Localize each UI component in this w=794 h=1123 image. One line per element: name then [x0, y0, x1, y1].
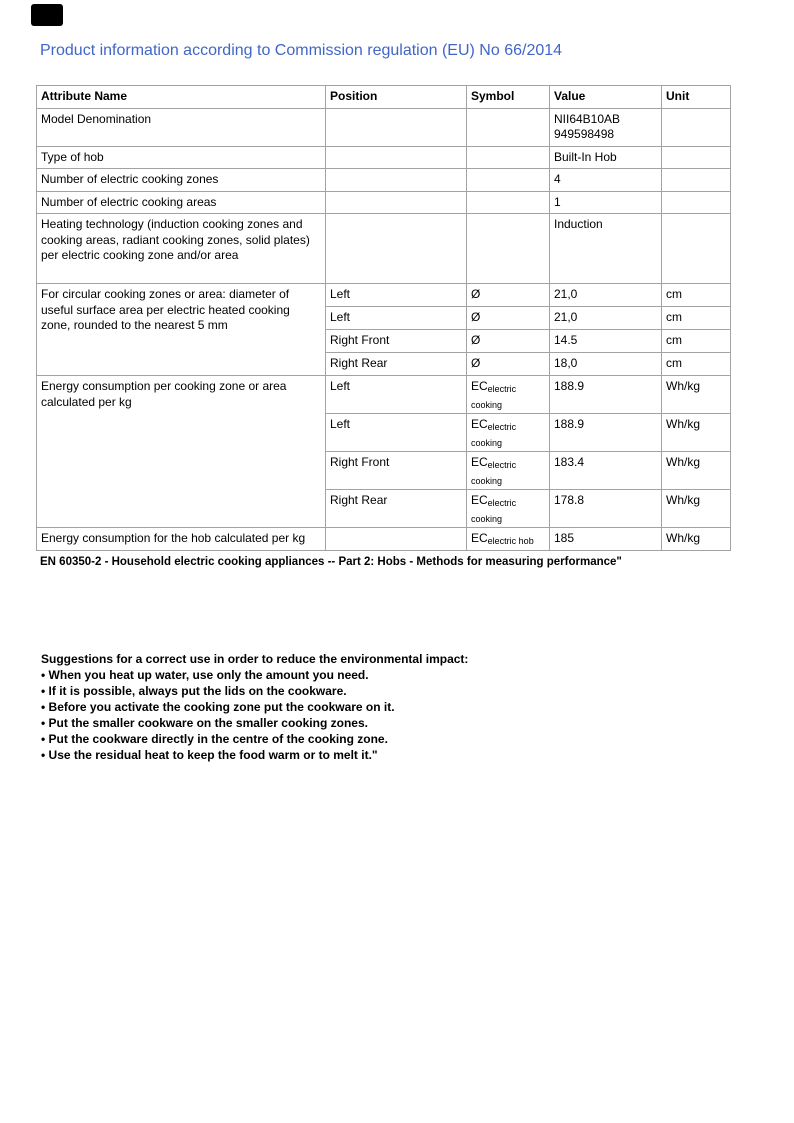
- symbol-cell: Ø: [467, 284, 550, 307]
- table-row-model-denomination: [37, 108, 731, 146]
- value-cell: 21,0: [550, 284, 662, 307]
- unit-cell: [662, 191, 731, 214]
- unit-cell: [662, 214, 731, 284]
- attribute-cell: Heating technology (induction cooking zones and cooking areas, radiant cooking zones, solid plates) per electric cooking zone and/or area: [37, 214, 326, 284]
- position-cell: [326, 169, 467, 192]
- symbol-cell: [467, 376, 550, 414]
- symbol-cell: [467, 414, 550, 452]
- position-cell: Left: [326, 284, 467, 307]
- unit-cell: Wh/kg: [662, 528, 731, 551]
- value-cell: 21,0: [550, 307, 662, 330]
- unit-cell: cm: [662, 307, 731, 330]
- value-cell: 178.8: [550, 490, 662, 528]
- product-info-table: [36, 85, 731, 551]
- value-cell: 188.9: [550, 376, 662, 414]
- value-cell: 18,0: [550, 353, 662, 376]
- symbol-subscript: electric cooking: [471, 460, 517, 486]
- standard-reference-note: EN 60350-2 - Household electric cooking appliances -- Part 2: Hobs - Methods for measuring performance": [40, 556, 622, 568]
- suggestion-item: • Before you activate the cooking zone put the cookware on it.: [41, 700, 395, 714]
- symbol-ec: EC: [471, 417, 488, 431]
- unit-cell: Wh/kg: [662, 452, 731, 490]
- symbol-cell: [467, 528, 550, 551]
- symbol-cell: [467, 169, 550, 192]
- table-row-diameter-left-1: [37, 284, 731, 307]
- unit-cell: cm: [662, 284, 731, 307]
- symbol-cell: [467, 108, 550, 146]
- unit-cell: Wh/kg: [662, 490, 731, 528]
- suggestion-item: • If it is possible, always put the lids on the cookware.: [41, 684, 347, 698]
- position-cell: Left: [326, 414, 467, 452]
- unit-cell: cm: [662, 330, 731, 353]
- value-cell: 188.9: [550, 414, 662, 452]
- symbol-subscript: electric cooking: [471, 384, 517, 410]
- table-row-cooking-zones: [37, 169, 731, 192]
- symbol-subscript: electric cooking: [471, 422, 517, 448]
- value-cell: 1: [550, 191, 662, 214]
- value-cell: Induction: [550, 214, 662, 284]
- page-title: Product information according to Commission regulation (EU) No 66/2014: [40, 42, 563, 59]
- unit-cell: Wh/kg: [662, 414, 731, 452]
- unit-cell: [662, 108, 731, 146]
- symbol-ec: EC: [471, 531, 488, 545]
- table-row-heating-technology: [37, 214, 731, 284]
- position-cell: Right Rear: [326, 490, 467, 528]
- symbol-cell: Ø: [467, 307, 550, 330]
- attribute-cell: Model Denomination: [37, 108, 326, 146]
- symbol-cell: [467, 146, 550, 169]
- symbol-ec: EC: [471, 379, 488, 393]
- suggestion-item: • Put the smaller cookware on the smaller cooking zones.: [41, 716, 368, 730]
- unit-cell: Wh/kg: [662, 376, 731, 414]
- col-header-value: Value: [550, 86, 662, 109]
- value-cell: 14.5: [550, 330, 662, 353]
- attribute-cell: Type of hob: [37, 146, 326, 169]
- position-cell: [326, 191, 467, 214]
- position-cell: [326, 528, 467, 551]
- attribute-cell: Energy consumption for the hob calculated per kg: [37, 528, 326, 551]
- symbol-ec: EC: [471, 455, 488, 469]
- suggestion-item: • Use the residual heat to keep the food warm or to melt it.": [41, 748, 378, 762]
- symbol-ec: EC: [471, 493, 488, 507]
- position-cell: [326, 214, 467, 284]
- symbol-cell: Ø: [467, 330, 550, 353]
- value-cell: Built-In Hob: [550, 146, 662, 169]
- col-header-position: Position: [326, 86, 467, 109]
- value-cell: 183.4: [550, 452, 662, 490]
- position-cell: Right Front: [326, 452, 467, 490]
- table-row-cooking-areas: [37, 191, 731, 214]
- table-row-energy-left-1: [37, 376, 731, 414]
- col-header-attribute-name: Attribute Name: [37, 86, 326, 109]
- attribute-cell: Number of electric cooking areas: [37, 191, 326, 214]
- table-row-type-of-hob: [37, 146, 731, 169]
- unit-cell: [662, 169, 731, 192]
- position-cell: Left: [326, 307, 467, 330]
- attribute-cell: Energy consumption per cooking zone or area calculated per kg: [37, 376, 326, 528]
- redacted-logo: [31, 4, 63, 26]
- position-cell: [326, 146, 467, 169]
- attribute-cell: Number of electric cooking zones: [37, 169, 326, 192]
- position-cell: Right Front: [326, 330, 467, 353]
- suggestions-title: Suggestions for a correct use in order to reduce the environmental impact:: [41, 652, 469, 666]
- suggestion-item: • When you heat up water, use only the amount you need.: [41, 668, 369, 682]
- symbol-cell: [467, 214, 550, 284]
- value-cell: 185: [550, 528, 662, 551]
- col-header-unit: Unit: [662, 86, 731, 109]
- symbol-cell: [467, 452, 550, 490]
- position-cell: Left: [326, 376, 467, 414]
- unit-cell: [662, 146, 731, 169]
- table-header-row: [37, 86, 731, 109]
- col-header-symbol: Symbol: [467, 86, 550, 109]
- position-cell: [326, 108, 467, 146]
- position-cell: Right Rear: [326, 353, 467, 376]
- attribute-cell: For circular cooking zones or area: diameter of useful surface area per electric heated cooking zone, rounded to the nearest 5 mm: [37, 284, 326, 376]
- symbol-subscript: electric hob: [487, 536, 534, 546]
- symbol-cell: [467, 490, 550, 528]
- value-cell: NII64B10AB 949598498: [550, 108, 662, 146]
- suggestion-item: • Put the cookware directly in the centre of the cooking zone.: [41, 732, 388, 746]
- table-row-energy-hob: [37, 528, 731, 551]
- symbol-cell: Ø: [467, 353, 550, 376]
- symbol-subscript: electric cooking: [471, 498, 517, 524]
- unit-cell: cm: [662, 353, 731, 376]
- suggestions-block: [41, 651, 681, 763]
- symbol-cell: [467, 191, 550, 214]
- value-cell: 4: [550, 169, 662, 192]
